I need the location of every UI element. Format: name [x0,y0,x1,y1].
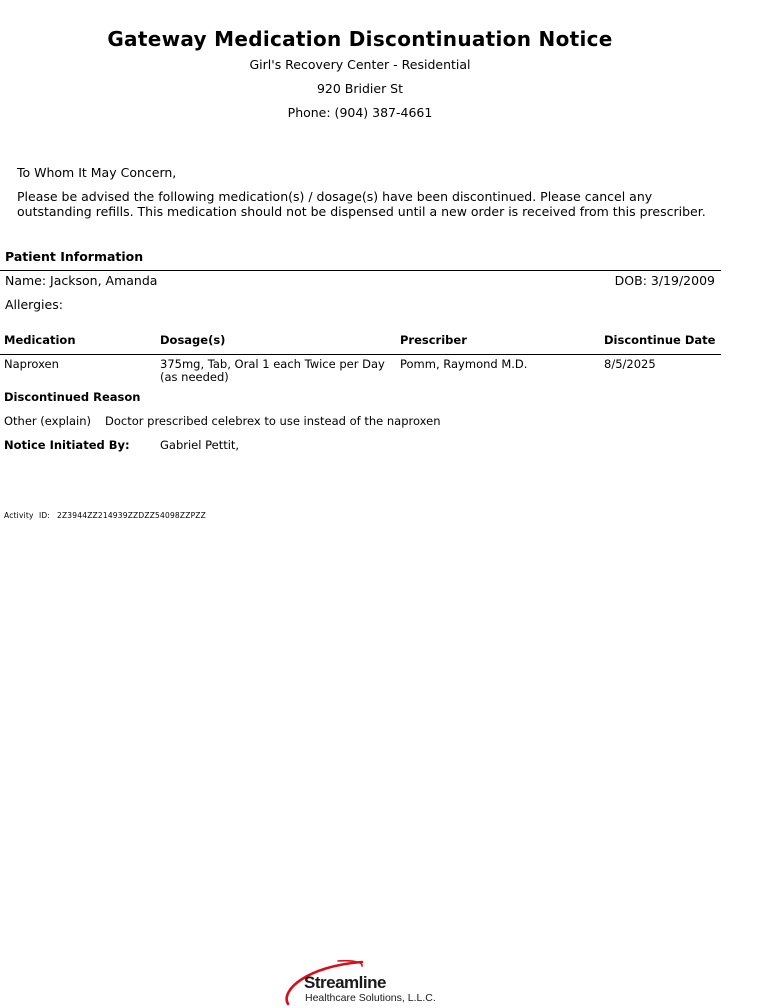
initiated-by-label: Notice Initiated By: [4,438,130,452]
letter-body-line-2: outstanding refills. This medication should not be dispensed until a new order is received from this prescriber. [17,204,706,219]
facility-phone: Phone: (904) 387-4661 [287,105,433,120]
column-header-medication: Medication [4,333,76,347]
medication-name: Naproxen [4,357,59,371]
column-header-prescriber: Prescriber [400,333,467,347]
facility-address: 920 Bridier St [316,81,404,96]
document-title: Gateway Medication Discontinuation Notice [107,27,613,51]
activity-id-label: ID: [39,511,51,520]
initiated-by-value: Gabriel Pettit, [160,438,240,452]
dosage-line-1: 375mg, Tab, Oral 1 each Twice per Day [160,357,385,371]
reason-type: Other (explain) [4,414,91,428]
column-header-discontinue-date: Discontinue Date [604,333,716,347]
prescriber-name: Pomm, Raymond M.D. [400,357,528,371]
patient-info-divider [0,270,721,271]
patient-dob: DOB: 3/19/2009 [614,273,715,288]
logo-name: Streamline [304,973,386,992]
activity-label: Activity [4,511,34,520]
discontinue-date: 8/5/2025 [604,357,656,371]
letter-body-line-1: Please be advised the following medication(s) / dosage(s) have been discontinued. Please cancel any [17,189,653,204]
patient-name: Name: Jackson, Amanda [5,273,158,288]
dosage-line-2: (as needed) [160,370,229,384]
column-header-dosage: Dosage(s) [160,333,226,347]
discontinued-reason-heading: Discontinued Reason [4,390,141,404]
reason-explanation: Doctor prescribed celebrex to use instead of the naproxen [105,414,441,428]
table-header-divider [0,354,721,355]
activity-id-value: 2Z3944ZZ214939ZZDZZ54098ZZPZZ [57,511,206,520]
salutation: To Whom It May Concern, [17,165,177,180]
logo-subtitle: Healthcare Solutions, L.L.C. [305,992,436,1004]
patient-info-heading: Patient Information [5,249,144,264]
patient-allergies: Allergies: [5,297,63,312]
facility-name: Girl's Recovery Center - Residential [249,57,471,72]
